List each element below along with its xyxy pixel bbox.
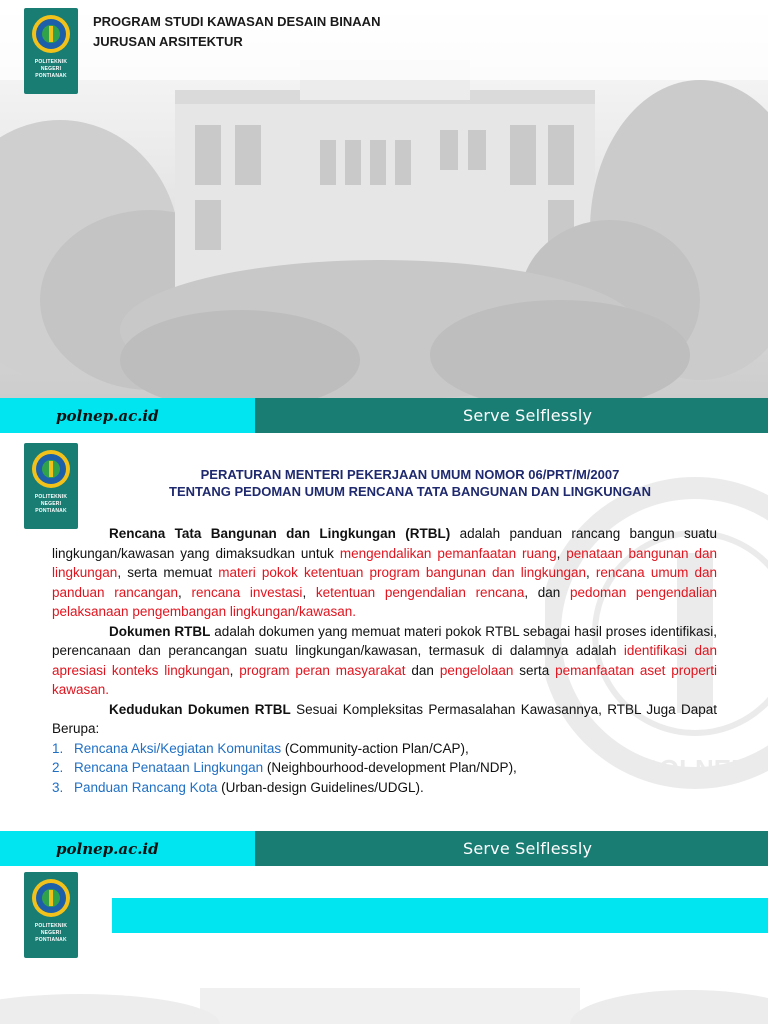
website-label: polnep.ac.id [56,406,159,425]
text: adalah panduan rancang bangun suatu lingkungan/kawasan yang dimaksudkan untuk [52,526,717,561]
slide-3 [0,866,768,1024]
highlight-text: rencana investasi [191,584,303,600]
list-item [52,778,717,798]
text: , dan [524,584,570,600]
list-number: 2. [52,760,64,775]
text: , [556,545,567,561]
highlight-text: pedoman pengendalian pelaksanaan pengembangan lingkungan/kawasan. [52,584,718,619]
list-desc: (Community-action Plan/CAP), [281,740,469,756]
text: adalah dokumen yang memuat materi pokok RTBL sebagai hasil proses identifikasi, perencanaan dan perancangan suatu lingkungan/kawasan, termasuk di dalamnya adalah [52,623,718,658]
department-title: JURUSAN ARSITEKTUR [93,34,243,49]
logo-text-3: PONTIANAK [35,937,67,943]
slide-2 [0,433,768,866]
text: , [178,584,192,600]
slide-header [93,12,380,52]
logo-text-2: NEGERI [40,501,62,507]
slogan-label: Serve Selflessly [463,406,593,425]
list-term: Rencana Penataan Lingkungan [74,760,264,775]
logo-text-2: NEGERI [40,66,62,72]
list-number: 3. [52,779,64,795]
highlight-text: penataan bangunan dan lingkungan [52,545,717,580]
list-item [52,739,717,759]
paragraph-dokumen-rtbl [52,622,717,700]
list-desc: (Urban-design Guidelines/UDGL). [217,779,424,795]
term-kedudukan: Kedudukan Dokumen RTBL [109,701,291,717]
footer-bar [0,831,768,866]
highlight-text: rencana umum dan panduan rancangan [52,565,717,600]
text: Sesuai Kompleksitas Permasalahan Kawasannya, RTBL Juga Dapat Berupa: [52,701,717,736]
highlight-text: ketentuan pengendalian rencana [315,584,525,600]
polnep-emblem-icon [30,877,72,919]
watermark-text: POLNEP [641,754,749,784]
logo-text-3: PONTIANAK [35,508,67,514]
title-banner [112,898,768,933]
text: , [302,584,316,600]
list-desc: (Neighbourhood-development Plan/NDP), [263,760,517,775]
list-number: 1. [52,740,64,756]
highlight-text: mengendalikan pemanfaatan ruang [339,545,557,561]
paragraph-rtbl-definition [52,524,717,622]
program-title: PROGRAM STUDI KAWASAN DESAIN BINAAN [93,14,381,29]
campus-photo-background [0,0,768,398]
campus-photo-background [0,966,768,1024]
term-dokumen-rtbl: Dokumen RTBL [109,623,211,639]
rtbl-forms-list [52,739,717,798]
slogan-label: Serve Selflessly [463,839,593,858]
polnep-logo [24,872,78,958]
logo-text-1: POLITEKNIK [34,59,68,65]
website-label: polnep.ac.id [56,839,159,858]
regulation-title [60,466,760,500]
text: , [586,565,596,580]
text: , [229,662,240,678]
polnep-emblem-icon [30,13,72,55]
regulation-title-line-2: TENTANG PEDOMAN UMUM RENCANA TATA BANGUNAN DAN LINGKUNGAN [169,484,651,499]
logo-text-1: POLITEKNIK [34,923,68,929]
polnep-logo [24,8,78,94]
text: , serta memuat [117,565,219,580]
highlight-text: program peran masyarakat [239,662,406,678]
footer-bar [0,398,768,433]
list-term: Panduan Rancang Kota [74,779,218,795]
logo-text-2: NEGERI [40,930,62,936]
logo-text-3: PONTIANAK [35,73,67,79]
highlight-text: pengelolaan [439,662,514,678]
highlight-text: pemanfaatan aset properti kawasan. [52,662,717,697]
term-rtbl: Rencana Tata Bangunan dan Lingkungan (RTBL) [109,526,451,541]
highlight-text: materi pokok ketentuan program bangunan dan lingkungan [218,565,587,580]
slide-1 [0,0,768,433]
body-text [52,524,717,797]
text: dan [405,662,440,678]
text: serta [513,662,556,678]
highlight-text: identifikasi dan apresiasi konteks lingkungan [52,643,717,678]
list-item [52,758,717,778]
list-term: Rencana Aksi/Kegiatan Komunitas [74,740,282,756]
regulation-title-line-1: PERATURAN MENTERI PEKERJAAN UMUM NOMOR 06/PRT/M/2007 [200,467,620,482]
logo-text-1: POLITEKNIK [34,494,68,500]
paragraph-kedudukan [52,700,717,739]
